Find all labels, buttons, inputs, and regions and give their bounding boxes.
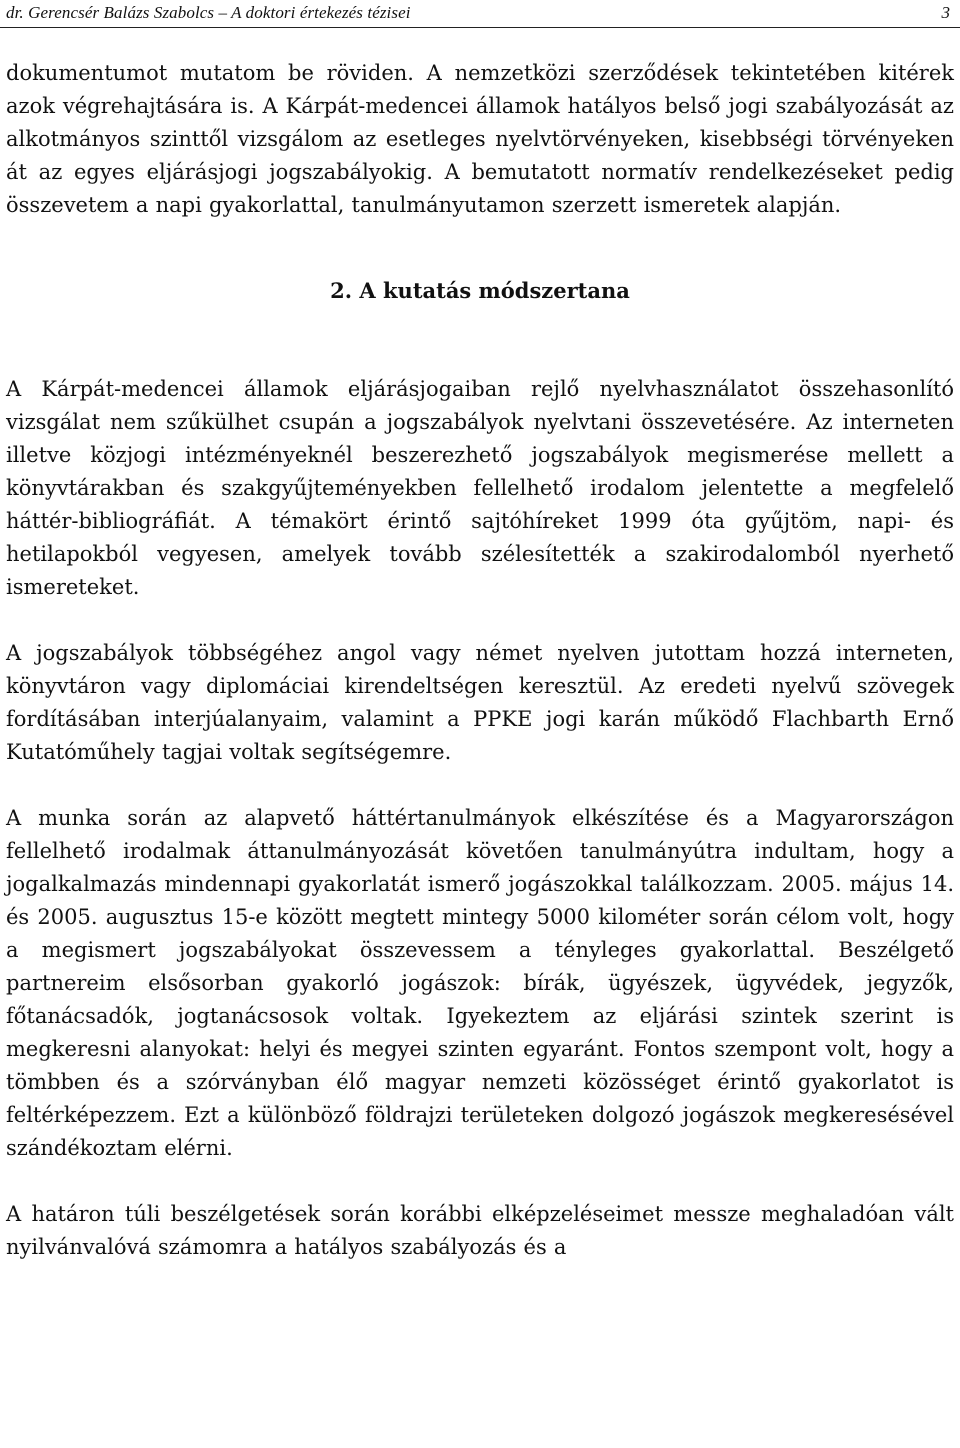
body-paragraph: A jogszabályok többségéhez angol vagy német nyelven jutottam hozzá interneten, könyvtáron vagy diplomáciai kirendeltségen keresztül. Az eredeti nyelvű szövegek fordításában interjúalanyaim, valamint a PPKE jogi karán működő Flachbarth Ernő Kutatóműhely tagjai voltak segítségemre. (6, 641, 954, 764)
body-paragraph: A határon túli beszélgetések során korábbi elképzeléseimet messze meghaladóan vált nyilvánvalóvá számomra a hatályos szabályozás és a (6, 1202, 954, 1259)
body-paragraph: dokumentumot mutatom be röviden. A nemzetközi szerződések tekintetében kitérek azok végrehajtására is. A Kárpát-medencei államok hatályos belső jogi szabályozását az alkotmányos szinttől vizsgálom az esetleges nyelvtörvényeken, kisebbségi törvényeken át az egyes eljárásjogi jogszabályokig. A bemutatott normatív rendelkezéseket pedig összevetem a napi gyakorlattal, tanulmányutamon szerzett ismeretek alapján. (6, 61, 954, 217)
section-heading: 2. A kutatás módszertana (330, 278, 630, 303)
page-header (0, 0, 960, 28)
body-paragraph: A Kárpát-medencei államok eljárásjogaiban rejlő nyelvhasználatot összehasonlító vizsgálat nem szűkülhet csupán a jogszabályok nyelvtani összevetésére. Az interneten illetve közjogi intézményeknél beszerezhető jogszabályok megismerése mellett a könyvtárakban és szakgyűjteményekben fellelhető irodalom jelentette a megfelelő háttér-bibliográfiát. A témakört érintő sajtóhíreket 1999 óta gyűjtöm, napi- és hetilapokból vegyesen, amelyek tovább szélesítették a szakirodalomból nyerhető ismereteket. (6, 377, 954, 599)
page-number: 3 (941, 3, 950, 22)
body-paragraph: A munka során az alapvető háttértanulmányok elkészítése és a Magyarországon fellelhető irodalmak áttanulmányozását követően tanulmányútra indultam, hogy a jogalkalmazás mindennapi gyakorlatát ismerő jogászokkal találkozzam. 2005. május 14. és 2005. augusztus 15-e között megtett mintegy 5000 kilométer során célom volt, hogy a megismert jogszabályokat összevessem a tényleges gyakorlattal. Beszélgető partnereim elsősorban gyakorló jogászok: bírák, ügyészek, ügyvédek, jegyzők, főtanácsadók, jogtanácsosok voltak. Igyekeztem az eljárási szintek szerint is megkeresni alanyokat: helyi és megyei szinten egyaránt. Fontos szempont volt, hogy a tömbben és a szórványban élő magyar nemzeti közösséget érintő gyakorlatot is feltérképezzem. Ezt a különböző földrajzi területeken dolgozó jogászok megkeresésével szándékoztam elérni. (6, 806, 954, 1160)
document-body (6, 57, 954, 1264)
running-header-title: dr. Gerencsér Balázs Szabolcs – A doktori értekezés tézisei (6, 3, 411, 22)
